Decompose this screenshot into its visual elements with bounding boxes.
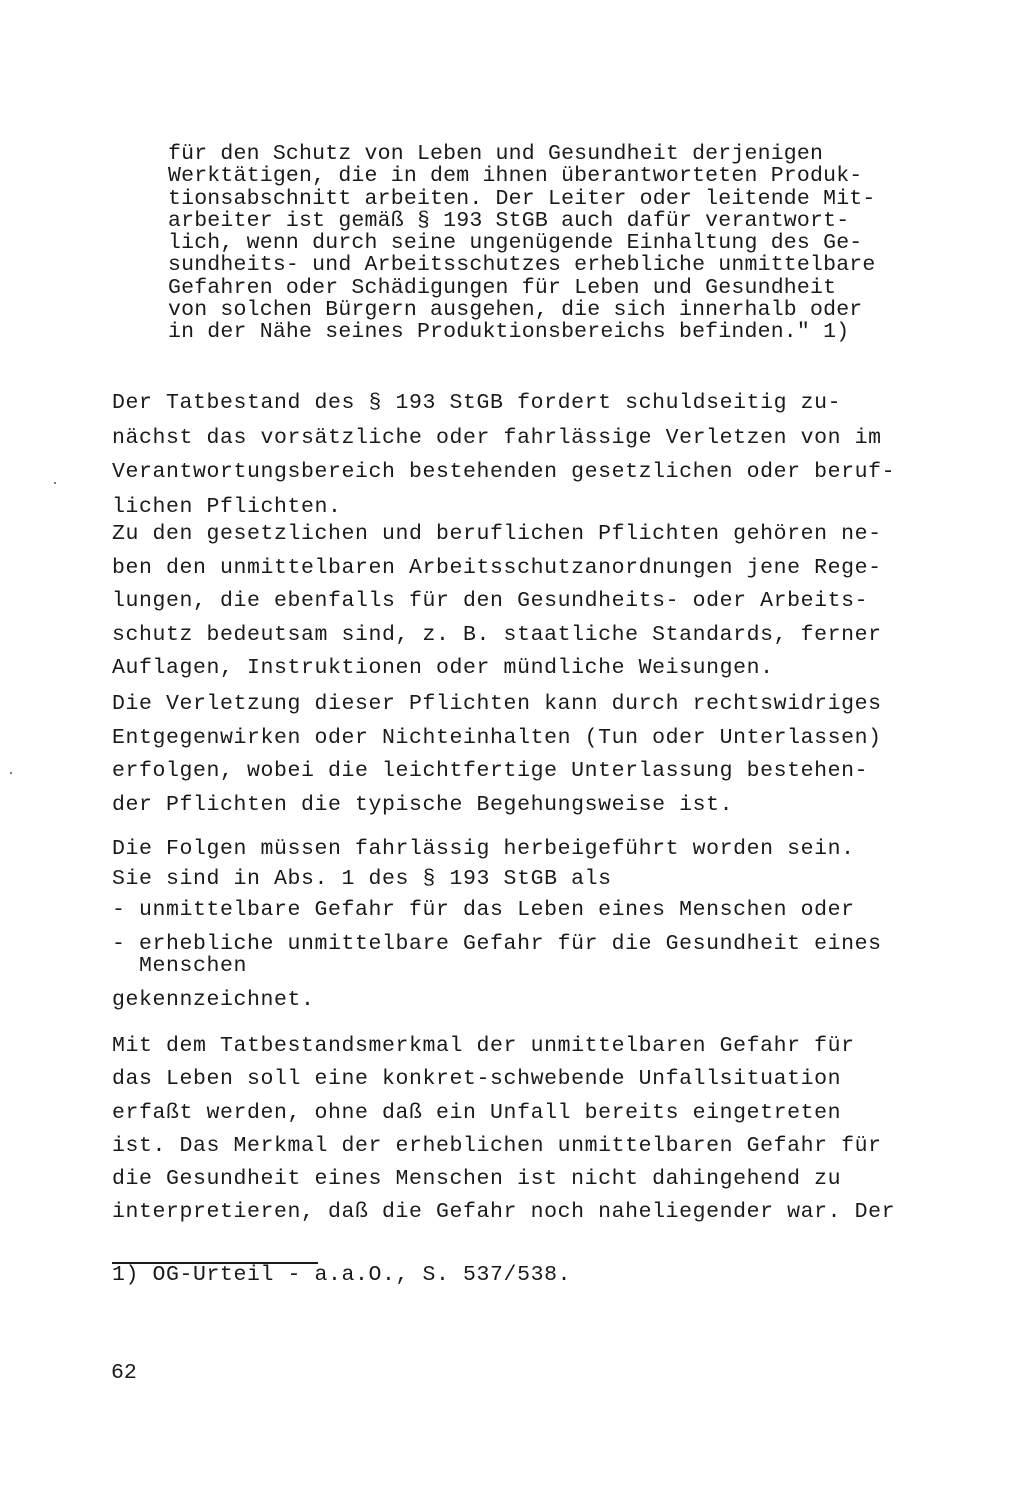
quote-line: tionsabschnitt arbeiten. Der Leiter oder leitende Mit- <box>168 186 876 211</box>
page-number: 62 <box>111 1361 137 1385</box>
quote-line: sundheits- und Arbeitsschutzes erhebliche unmittelbare <box>168 253 876 278</box>
text-line: das Leben soll eine konkret-schwebende Unfallsituation <box>112 1067 842 1092</box>
scan-speck <box>10 772 12 774</box>
text-line: Entgegenwirken oder Nichteinhalten (Tun oder Unterlassen) <box>112 725 882 750</box>
text-line: interpretieren, daß die Gefahr noch naheliegender war. Der <box>112 1200 896 1225</box>
paragraph-gekennzeichnet <box>112 985 912 1015</box>
text-line: Sie sind in Abs. 1 des § 193 StGB als <box>112 867 612 891</box>
text-line: Der Tatbestand des § 193 StGB fordert schuldseitig zu- <box>112 391 842 415</box>
text-line: Mit dem Tatbestandsmerkmal der unmittelbaren Gefahr für <box>112 1034 855 1058</box>
quote-line: arbeiter ist gemäß § 193 StGB auch dafür verantwort- <box>168 208 850 233</box>
text-line: Die Verletzung dieser Pflichten kann durch rechtswidriges <box>112 692 882 716</box>
quote-line: in der Nähe seines Produktionsbereichs befinden." 1) <box>168 320 850 345</box>
text-line: ist. Das Merkmal der erheblichen unmittelbaren Gefahr für <box>112 1133 882 1158</box>
text-line: ben den unmittelbaren Arbeitsschutzanordnungen jene Rege- <box>112 555 882 580</box>
text-line: lungen, die ebenfalls für den Gesundheits- oder Arbeits- <box>112 589 869 613</box>
text-line: Die Folgen müssen fahrlässig herbeigeführt worden sein. <box>112 837 855 861</box>
text-line: der Pflichten die typische Begehungsweise ist. <box>112 792 734 817</box>
text-line: die Gesundheit eines Menschen ist nicht dahingehend zu <box>112 1167 842 1192</box>
quote-line: Werktätigen, die in dem ihnen überantworteten Produk- <box>168 164 863 189</box>
quote-line: für den Schutz von Leben und Gesundheit derjenigen <box>168 142 824 166</box>
block-quote <box>168 143 908 344</box>
text-line: nächst das vorsätzliche oder fahrlässige Verletzen von im <box>112 425 882 450</box>
scan-speck <box>54 482 56 484</box>
text-line: gekennzeichnet. <box>112 988 315 1012</box>
text-line: Verantwortungsbereich bestehenden gesetzlichen oder beruf- <box>112 460 896 484</box>
paragraph-merkmal <box>112 1030 912 1230</box>
text-line: Auflagen, Instruktionen oder mündliche Weisungen. <box>112 656 774 680</box>
list-item: - erhebliche unmittelbare Gefahr für die Gesundheit eines Menschen <box>112 932 882 978</box>
quote-line: von solchen Bürgern ausgehen, die sich innerhalb oder <box>168 298 863 323</box>
text-line: lichen Pflichten. <box>112 494 342 519</box>
paragraph-tatbestand <box>112 386 912 524</box>
text-line: erfaßt werden, ohne daß ein Unfall bereits eingetreten <box>112 1100 842 1125</box>
footnote: 1) OG-Urteil - a.a.O., S. 537/538. <box>112 1263 572 1287</box>
list-item: - unmittelbare Gefahr für das Leben eines Menschen oder <box>112 898 855 922</box>
text-line: schutz bedeutsam sind, z. B. staatliche Standards, ferner <box>112 622 882 647</box>
quote-line: lich, wenn durch seine ungenügende Einhaltung des Ge- <box>168 231 863 256</box>
paragraph-folgen <box>112 834 912 894</box>
text-line: erfolgen, wobei die leichtfertige Unterlassung bestehen- <box>112 759 869 783</box>
quote-line: Gefahren oder Schädigungen für Leben und Gesundheit <box>168 275 837 300</box>
paragraph-verletzung <box>112 688 912 822</box>
paragraph-pflichten <box>112 518 912 686</box>
text-line: Zu den gesetzlichen und beruflichen Pflichten gehören ne- <box>112 522 882 546</box>
